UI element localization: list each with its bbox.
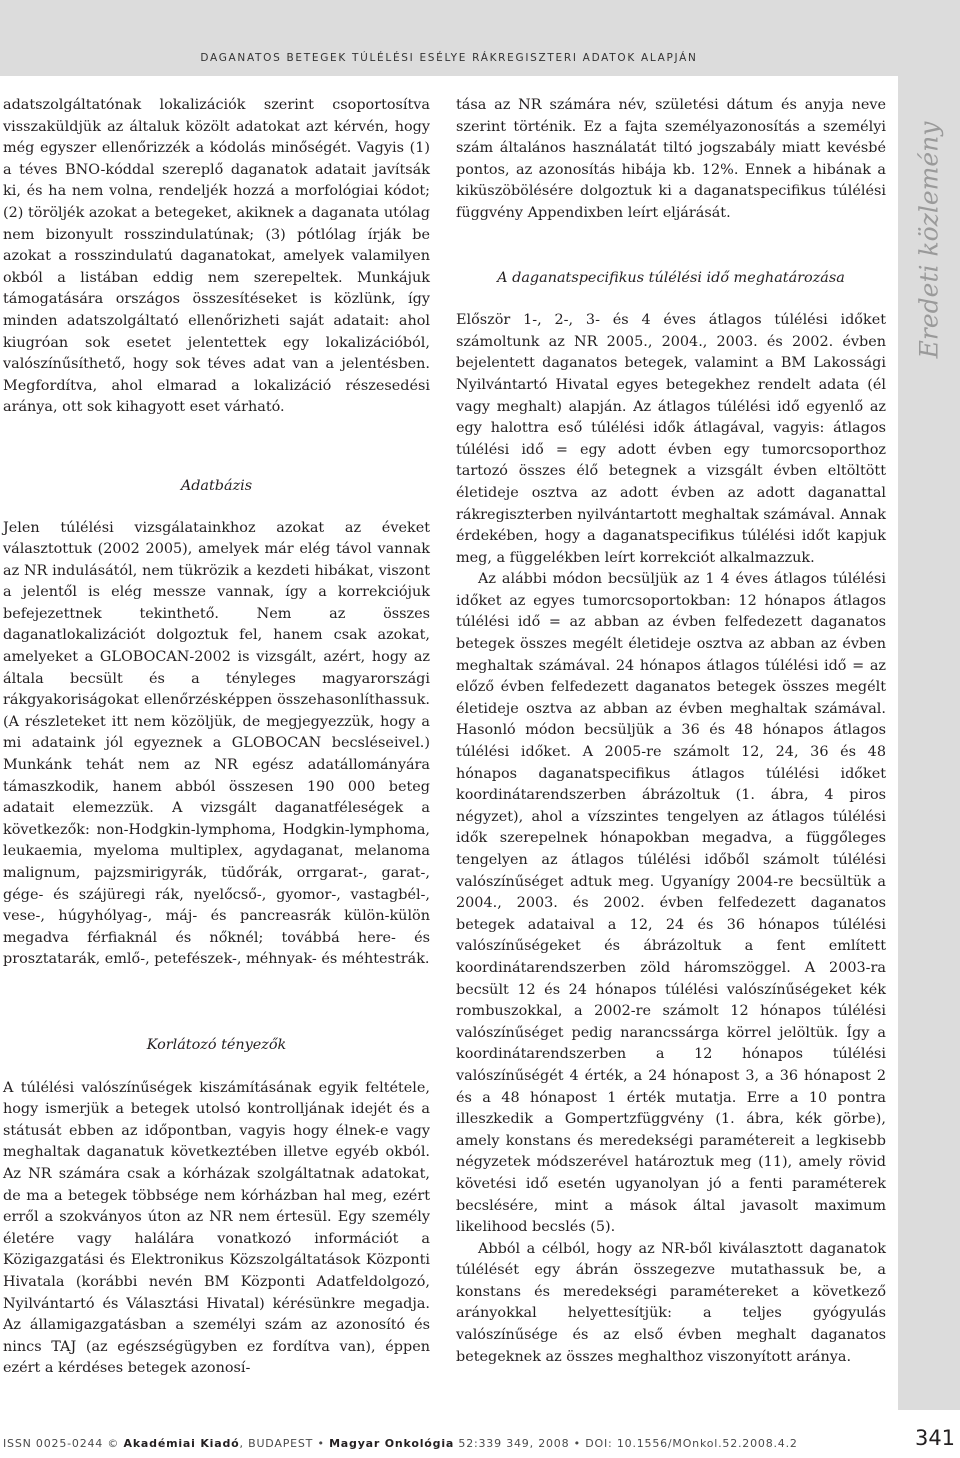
paragraph: Először 1-, 2-, 3- és 4 éves átlagos túlélési időket számoltunk az NR 2005., 2004., 2003. és 2002. évben bejelentett daganatos betegek, valamint a BM Lakossági Nyilvántartó Hivatal egyes betegekhez rendelt adata (él vagy meghalt) alapján. Az átlagos túlélési idő egyenlő az egy halottra eső túlélési idők átlagával, vagyis: átlagos túlélési idő = egy adott évben egy tumorcsoporthoz tartozó összes élő betegnek a vizsgált évben eltöltött életideje osztva az adott évben az adott daganattal rákregiszterben nyilvántartott meghaltak számával. Annak érdekében, hogy a daganatspecifikus túlélési időt kapjuk meg, a függelékben leírt korrekciót alkalmazzuk.: [456, 312, 886, 566]
running-header: [0, 0, 898, 76]
footer-volume: 52:339 349, 2008 • DOI: 10.1556/MOnkol.52.2008.4.2: [454, 1437, 798, 1450]
section-heading-tulelesi-ido: A daganatspecifikus túlélési idő meghatározása: [497, 269, 845, 286]
section-heading-korlatozo-tenyezok: Korlátozó tényezők: [146, 1036, 287, 1053]
footer-journal: Magyar Onkológia: [329, 1437, 455, 1450]
page-footer: [0, 1410, 960, 1458]
paragraph: adatszolgáltatónak lokalizációk szerint csoportosítva visszaküldjük az általuk közölt adatokat azt kérvén, hogy még egyszer ellenőrizzék a kódolás minőségét. Vagyis (1) a téves BNO-kóddal szereplő daganatok adatait javítsák ki, és ha nem volna, rendeljék hozzá a morfológiai kódot; (2) töröljék azokat a betegeket, akiknek a daganata utólag nem bizonyult rosszindulatúnak; (3) pótlólag írják be azokat a rosszindulatú daganatokat, amelyek valamilyen okból a listában eddig nem szerepeltek. Munkájuk támogatására országos összesítéseket is közlünk, így minden adatszolgáltató ellenőrizheti saját adatait: ahol kiugróan sok esetet jelentettek egy lokalizációból, valószínűsíthető, hogy sok téves adat van a jelentésben. Megfordítva, ahol elmarad a lokalizáció részesedési aránya, ott sok kihagyott eset várható.: [3, 97, 430, 416]
left-column: [3, 95, 430, 1380]
paragraph: Jelen túlélési vizsgálatainkhoz azokat az éveket választottuk (2002 2005), amelyek már elég távol vannak az NR indulásától, nem tükrözik a kezdeti hibákat, viszont a jelentől is elég messze vannak, így a korrekciójuk befejezettnek tekinthető. Nem az összes daganatlokalizációt dolgoztuk fel, hanem csak azokat, amelyeket a GLOBOCAN-2002 is vizsgált, azért, hogy az általa becsült és a tényleges magyarországi rákgyakoriságokat ellenőrzésképpen összehasonlíthassuk. (A részleteket itt nem közöljük, de megjegyezzük, hogy a mi adataink jól egyeznek a GLOBOCAN becsléseivel.) Munkánk tehát nem az NR egész adatállományára támaszkodik, hanem abból összesen 190 000 beteg adatait elemezzük. A vizsgált daganatféleségek a következők: non-Hodgkin-lymphoma, Hodgkin-lymphoma, leukaemia, myeloma multiplex, agydaganat, melanoma malignum, pajzsmirigyrák, tüdőrák, orrgarat-, garat-, gége- és szájüregi rák, nyelőcső-, gyomor-, vastagbél-, vese-, húgyhólyag-, máj- és pancreasrák külön-külön megadva férfiaknál és nőknél; továbbá here- és prosztatarák, emlő-, petefészek-, méhnyak- és méhtestrák.: [3, 519, 430, 968]
running-header-title: DAGANATOS BETEGEK TÚLÉLÉSI ESÉLYE RÁKREGISZTERI ADATOK ALAPJÁN: [200, 52, 698, 64]
page-number: 341: [914, 1426, 956, 1450]
footer-citation: [3, 1437, 798, 1450]
article-type-label: Eredeti közlemény: [914, 121, 944, 359]
paragraph: Abból a célból, hogy az NR-ből kiválasztott daganatok túlélését egy ábrán összegezve mutathassuk be, a konstans és meredekségi paramétereket a következő arányokkal helyettesítjük: a teljes gyógyulás valószínűsége és az első évben meghalt daganatos betegeknek az összes meghalthoz viszonyított aránya.: [456, 1240, 886, 1365]
right-column: [456, 95, 886, 1368]
footer-city: , BUDAPEST •: [239, 1437, 330, 1450]
footer-issn: ISSN 0025-0244 ©: [3, 1437, 124, 1450]
paragraph: tása az NR számára név, születési dátum és anyja neve szerint történik. Ez a fajta személyazonosítás a személyi szám általános használatát tiltó jogszabály miatt kevésbé pontos, az azonosítás hibája kb. 12%. Ennek a hibának a kiküszöbölésére dolgoztuk ki a daganatspecifikus túlélési függvény Appendixben leírt eljárását.: [456, 97, 886, 221]
footer-publisher: Akadémiai Kiadó: [123, 1437, 240, 1450]
section-heading-adatbazis: Adatbázis: [180, 477, 253, 494]
paragraph: Az alábbi módon becsüljük az 1 4 éves átlagos túlélési időket az egyes tumorcsoportokban: 12 hónapos átlagos túlélési idő = az abban az évben felfedezett daganatos betegek összes megélt életideje osztva az abban az évben meghaltak számával. 24 hónapos átlagos túlélési idő = az előző évben felfedezett daganatos betegek összes megélt életideje osztva az abban az évben meghaltak számával. Hasonló módon becsüljük a 36 és 48 hónapos átlagos túlélési időket. A 2005-re számolt 12, 24, 36 és 48 hónapos daganatspecifikus átlagos túlélési időket koordinátarendszerben ábrázoltuk (1. ábra, 4 piros négyzet), ahol a vízszintes tengelyen az átlagos túlélési idők szerepelnek hónapokban megadva, a függőleges tengelyen az átlagos túlélési időből számolt túlélési valószínűséget adtuk meg. Ugyanígy 2004-re becsültük a 2004., 2003. és 2002. évben felfedezett daganatos betegek adataival a 12, 24 és 36 hónapos túlélési valószínűségeket és ábrázoltuk a fent említett koordinátarendszerben zöld háromszöggel. A 2003-ra becsült 12 és 24 hónapos túlélési valószínűségeket kék rombuszokkal, a 2002-re számolt 12 hónapos túlélési valószínűséget pedig narancssárga körrel jelöltük. Így a koordinátarendszerben a 12 hónapos túlélési valószínűségét 4 érték, a 24 hónapost 3, a 36 hónapost 2 és a 48 hónapost 1 érték mutatja. Erre a 10 pontra illeszkedik a Gompertzfüggvény (1. ábra, kék görbe), amely konstans és meredekségi paramétereit a legkisebb négyzetek módszerével határoztuk meg (11), amely rövid követési idő esetén ugyanolyan jó a fenti paraméterek becslésére, mint a mások által javasolt maximum likelihood becslés (5).: [456, 571, 886, 1236]
paragraph: A túlélési valószínűségek kiszámításának egyik feltétele, hogy ismerjük a betegek utolsó kontrolljának idejét és a státusát ebben az időpontban, vagyis hogy élnek-e vagy meghaltak daganatuk következtében illetve egyéb okból. Az NR számára csak a kórházak szolgáltatnak adatokat, de ma a betegek többsége nem kórházban hal meg, ezért erről a szokványos úton az NR nem értesül. Egy személy életére vagy halálára vonatkozó információt a Közigazgatási és Elektronikus Közszolgáltatások Központi Hivatala (korábbi nevén BM Központi Adatfeldolgozó, Nyilvántartó és Választási Hivatal) kérésünkre megadja. Az államigazgatásban a személyi szám az azonosító és nincs TAJ (az egészségügyben ez fordítva van), éppen ezért a kérdéses betegek azonosí-: [3, 1079, 430, 1377]
